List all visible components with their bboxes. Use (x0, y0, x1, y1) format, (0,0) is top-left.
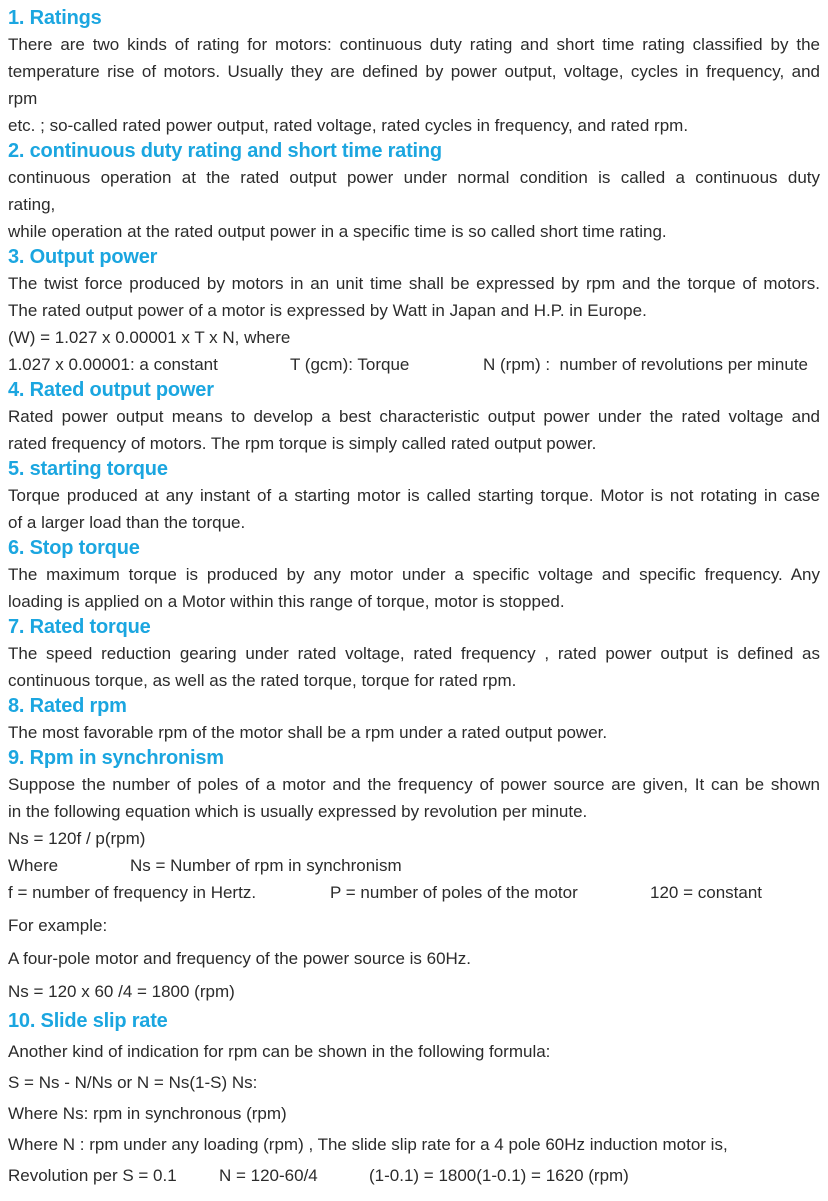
text-line: continuous torque, as well as the rated torque, torque for rated rpm. (8, 671, 517, 690)
rpm-definition: N (rpm) : number of revolutions per minute (483, 355, 809, 374)
section-heading: 8. Rated rpm (8, 695, 127, 717)
n-formula: N = 120-60/4 (219, 1166, 318, 1185)
torque-definition: T (gcm): Torque (290, 355, 410, 374)
text-line: rpm (8, 89, 38, 108)
variables-row (8, 879, 820, 906)
section-heading: 6. Stop torque (8, 537, 140, 559)
section-heading: 1. Ratings (8, 7, 102, 29)
formula-line: Ns = 120f / p(rpm) (8, 829, 146, 848)
text-line: continuous operation at the rated output power under normal condition is called a continuous duty (8, 168, 820, 187)
text-line: while operation at the rated output power in a specific time is so called short time rating. (8, 222, 667, 241)
section-stop-torque (8, 536, 820, 615)
section-output-power (8, 245, 820, 378)
text-line: etc. ; so-called rated power output, rated voltage, rated cycles in frequency, and rated rpm. (8, 116, 689, 135)
section-duty-rating (8, 139, 820, 245)
section-heading: 5. starting torque (8, 458, 168, 480)
text-line: Where N : rpm under any loading (rpm) , The slide slip rate for a 4 pole 60Hz induction motor is, (8, 1135, 728, 1154)
constant-120-definition: 120 = constant (650, 883, 763, 902)
text-line: Another kind of indication for rpm can be shown in the following formula: (8, 1042, 551, 1061)
text-line: Torque produced at any instant of a starting motor is called starting torque. Motor is not rotating in case (8, 486, 820, 505)
text-line: temperature rise of motors. Usually they are defined by power output, voltage, cycles in frequency, and (8, 62, 820, 81)
text-line: The rated output power of a motor is expressed by Watt in Japan and H.P. in Europe. (8, 301, 647, 320)
text-line: There are two kinds of rating for motors: continuous duty rating and short time rating classified by the (8, 35, 820, 54)
text-line: The speed reduction gearing under rated voltage, rated frequency , rated power output is defined as (8, 644, 820, 663)
text-line: The maximum torque is produced by any motor under a specific voltage and specific frequency. Any (8, 565, 820, 584)
text-line: in the following equation which is usually expressed by revolution per minute. (8, 802, 588, 821)
where-label: Where (8, 856, 59, 875)
text-line: rating, (8, 195, 56, 214)
text-line: loading is applied on a Motor within this range of torque, motor is stopped. (8, 592, 565, 611)
text-line: of a larger load than the torque. (8, 513, 246, 532)
text-line: The most favorable rpm of the motor shall be a rpm under a rated output power. (8, 723, 608, 742)
section-rated-torque (8, 615, 820, 694)
example-label: For example: (8, 916, 108, 935)
result-calculation: (1-0.1) = 1800(1-0.1) = 1620 (rpm) (369, 1166, 629, 1185)
text-line: Rated power output means to develop a best characteristic output power under the rated voltage and (8, 407, 820, 426)
text-line: The twist force produced by motors in an unit time shall be expressed by rpm and the torque of motors. (8, 274, 820, 293)
section-heading: 2. continuous duty rating and short time rating (8, 140, 442, 162)
section-heading: 3. Output power (8, 246, 158, 268)
text-line: Suppose the number of poles of a motor and the frequency of power source are given, It can be shown (8, 775, 820, 794)
section-starting-torque (8, 457, 820, 536)
example-formula: Ns = 120 x 60 /4 = 1800 (rpm) (8, 982, 235, 1001)
constant-definition: 1.027 x 0.00001: a constant (8, 355, 218, 374)
result-row (8, 1162, 820, 1189)
formula-line: S = Ns - N/Ns or N = Ns(1-S) Ns: (8, 1073, 258, 1092)
example-text: A four-pole motor and frequency of the power source is 60Hz. (8, 949, 472, 968)
p-definition: P = number of poles of the motor (330, 883, 578, 902)
text-line: rated frequency of motors. The rpm torque is simply called rated output power. (8, 434, 597, 453)
section-heading: 10. Slide slip rate (8, 1010, 168, 1032)
ns-definition: Ns = Number of rpm in synchronism (130, 856, 402, 875)
where-row (8, 852, 820, 879)
section-heading: 4. Rated output power (8, 379, 214, 401)
section-rated-output-power (8, 378, 820, 457)
section-heading: 9. Rpm in synchronism (8, 747, 224, 769)
slip-value: Revolution per S = 0.1 (8, 1166, 177, 1185)
section-heading: 7. Rated torque (8, 616, 151, 638)
section-slide-slip-rate (8, 1009, 820, 1189)
section-rpm-synchronism (8, 746, 820, 1005)
f-definition: f = number of frequency in Hertz. (8, 883, 257, 902)
text-line: Where Ns: rpm in synchronous (rpm) (8, 1104, 287, 1123)
section-rated-rpm (8, 694, 820, 746)
section-ratings (8, 6, 820, 139)
formula-line: (W) = 1.027 x 0.00001 x T x N, where (8, 328, 291, 347)
constants-row (8, 351, 820, 378)
